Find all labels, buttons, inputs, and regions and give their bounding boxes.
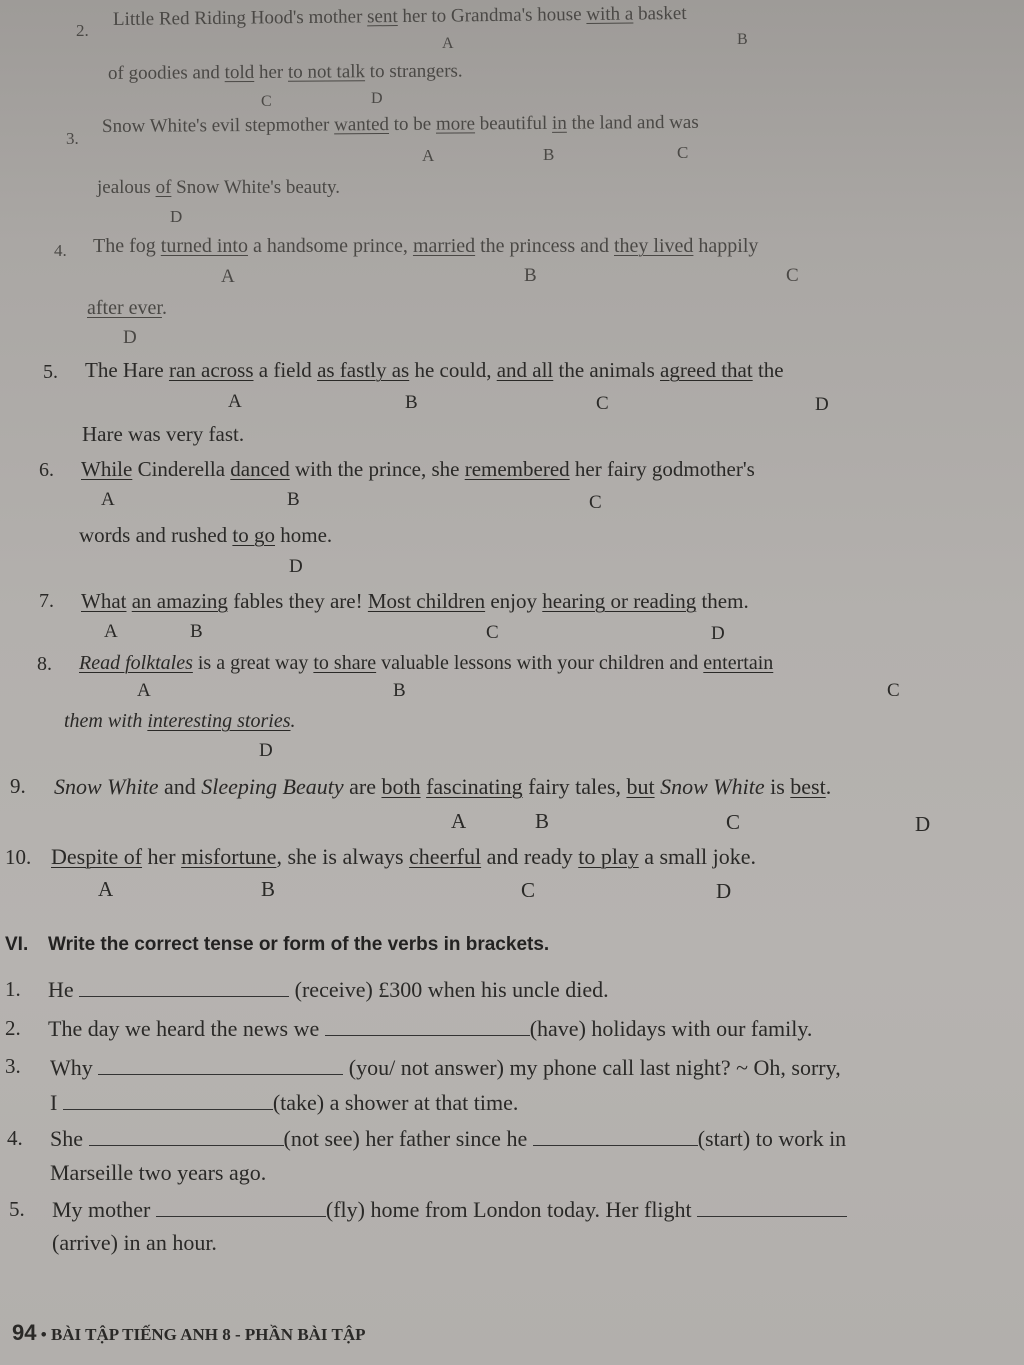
question-text: While Cinderella danced with the prince, she remembered her fairy godmother's bbox=[81, 457, 755, 481]
question-text: Little Red Riding Hood's mother sent her to Grandma's house with a basket bbox=[112, 2, 687, 30]
question-text: Snow White and Sleeping Beauty are both fascinating fairy tales, but Snow White is best. bbox=[54, 774, 832, 799]
option-c-label: C bbox=[596, 393, 609, 414]
option-d-phrase: best bbox=[790, 774, 826, 799]
answer-blank[interactable] bbox=[325, 1017, 530, 1036]
option-c-phrase: but bbox=[626, 774, 655, 799]
option-c-phrase: and all bbox=[496, 358, 554, 382]
option-d-label: D bbox=[123, 327, 137, 348]
option-b-phrase: as fastly as bbox=[317, 358, 410, 382]
question-text: The fog turned into a handsome prince, married the princess and they lived happily bbox=[93, 235, 759, 257]
option-b-phrase: more bbox=[435, 113, 476, 135]
option-b-label: B bbox=[737, 31, 748, 48]
question-text: What an amazing fables they are! Most children enjoy hearing or reading them. bbox=[81, 589, 749, 613]
question-text-cont: them with interesting stories. bbox=[64, 710, 296, 732]
option-c-label: C bbox=[786, 265, 799, 286]
book-title: BÀI TẬP TIẾNG ANH 8 - PHẦN BÀI TẬP bbox=[50, 1325, 366, 1344]
option-c-label: C bbox=[589, 492, 602, 513]
option-a-label: A bbox=[104, 621, 118, 642]
option-a-phrase: turned into bbox=[160, 235, 248, 257]
exercise-number: 3. bbox=[5, 1054, 21, 1078]
option-a-phrase: ran across bbox=[168, 358, 254, 382]
option-b-label: B bbox=[543, 145, 555, 164]
option-b-label: B bbox=[524, 265, 537, 286]
option-c-label: C bbox=[261, 93, 272, 110]
question-text-cont: jealous of Snow White's beauty. bbox=[97, 177, 341, 198]
option-d-label: D bbox=[371, 90, 383, 107]
option-c-phrase: cheerful bbox=[409, 844, 482, 869]
option-a-phrase: Despite of bbox=[51, 844, 143, 869]
option-c-phrase: in bbox=[551, 112, 567, 134]
answer-blank[interactable] bbox=[98, 1056, 343, 1075]
exercise-text: He (receive) £300 when his uncle died. bbox=[48, 977, 609, 1002]
question-number: 2. bbox=[76, 21, 89, 40]
exercise-text: The day we heard the news we (have) holidays with our family. bbox=[48, 1016, 813, 1041]
option-c-phrase: they lived bbox=[613, 235, 694, 257]
option-a-label: A bbox=[442, 35, 454, 52]
option-a-phrase: What bbox=[81, 589, 127, 613]
answer-blank[interactable] bbox=[63, 1091, 273, 1110]
option-b-phrase: married bbox=[412, 235, 476, 257]
option-c-label: C bbox=[887, 680, 900, 701]
question-text-cont: after ever. bbox=[87, 297, 167, 319]
answer-blank[interactable] bbox=[89, 1127, 284, 1146]
option-c-label: C bbox=[486, 622, 499, 643]
question-text-cont: words and rushed to go home. bbox=[79, 523, 333, 547]
option-d-phrase: of bbox=[155, 177, 172, 198]
option-d-label: D bbox=[170, 207, 183, 226]
question-number: 9. bbox=[10, 774, 26, 798]
exercise-text-cont: (arrive) in an hour. bbox=[52, 1230, 217, 1255]
question-text: The Hare ran across a field as fastly as he could, and all the animals agreed that the bbox=[85, 358, 784, 382]
option-c-label: C bbox=[726, 810, 741, 834]
question-text-cont: Hare was very fast. bbox=[82, 422, 245, 446]
option-a-label: A bbox=[101, 489, 115, 510]
option-d-label: D bbox=[815, 394, 829, 415]
option-b-phrase: to share bbox=[313, 652, 377, 674]
option-a-phrase: sent bbox=[366, 6, 398, 28]
option-d-label: D bbox=[711, 623, 725, 644]
option-d-phrase: to go bbox=[232, 523, 275, 547]
section-number: VI. bbox=[5, 934, 29, 955]
page-number: 94 bbox=[12, 1320, 37, 1345]
option-b-phrase: danced bbox=[230, 457, 290, 481]
page-footer bbox=[12, 1320, 366, 1346]
option-a-label: A bbox=[98, 877, 114, 901]
answer-blank[interactable] bbox=[79, 978, 289, 997]
option-a-label: A bbox=[422, 146, 435, 165]
exercise-number: 5. bbox=[9, 1197, 25, 1221]
question-number: 4. bbox=[54, 241, 67, 260]
question-text: Despite of her misfortune, she is always cheerful and ready to play a small joke. bbox=[51, 844, 757, 869]
option-d-label: D bbox=[289, 556, 303, 577]
question-number: 8. bbox=[37, 653, 52, 675]
question-text: Snow White's evil stepmother wanted to be more beautiful in the land and was bbox=[101, 111, 699, 137]
option-c-label: C bbox=[677, 143, 689, 162]
question-number: 3. bbox=[66, 129, 79, 148]
option-b-phrase: an amazing bbox=[131, 589, 228, 613]
section-title: Write the correct tense or form of the verbs in brackets. bbox=[48, 934, 550, 955]
option-b-label: B bbox=[261, 877, 276, 901]
option-b-label: B bbox=[405, 392, 418, 413]
option-d-phrase: agreed that bbox=[660, 358, 753, 382]
option-d-phrase: after ever bbox=[87, 297, 162, 319]
exercise-number: 2. bbox=[5, 1016, 21, 1040]
question-text: Read folktales is a great way to share valuable lessons with your children and entertain bbox=[79, 652, 774, 674]
exercise-text: My mother (fly) home from London today. Her flight bbox=[52, 1198, 847, 1221]
footer-bullet: • bbox=[40, 1325, 47, 1344]
option-a-label: A bbox=[451, 809, 467, 833]
option-c-phrase: remembered bbox=[464, 457, 570, 481]
question-number: 10. bbox=[5, 845, 32, 869]
option-c-label: C bbox=[521, 878, 536, 902]
option-d-label: D bbox=[259, 740, 273, 761]
option-b-label: B bbox=[287, 489, 300, 510]
exercise-text-cont: Marseille two years ago. bbox=[50, 1160, 267, 1185]
option-d-phrase: interesting stories bbox=[147, 710, 291, 732]
option-b-label: B bbox=[190, 621, 203, 642]
question-text-cont: of goodies and told her to not talk to strangers. bbox=[107, 60, 463, 84]
option-d-phrase: hearing or reading bbox=[542, 589, 697, 613]
option-c-phrase: Most children bbox=[367, 589, 486, 613]
exercise-text: Why (you/ not answer) my phone call last night? ~ Oh, sorry, bbox=[50, 1055, 841, 1080]
option-c-phrase: entertain bbox=[703, 652, 774, 674]
option-d-phrase: to not talk bbox=[287, 61, 366, 83]
option-a-label: A bbox=[137, 680, 151, 701]
option-b-phrase: fascinating bbox=[426, 774, 523, 799]
exercise-text: She (not see) her father since he (start) to work in bbox=[50, 1126, 847, 1151]
option-a-label: A bbox=[221, 266, 235, 287]
option-b-label: B bbox=[393, 680, 406, 701]
question-number: 5. bbox=[43, 361, 58, 383]
option-a-phrase: both bbox=[381, 774, 421, 799]
answer-blank[interactable] bbox=[533, 1127, 698, 1146]
option-b-label: B bbox=[535, 809, 550, 833]
option-b-phrase: with a bbox=[586, 3, 634, 26]
option-a-phrase: Read folktales bbox=[79, 652, 193, 674]
option-d-label: D bbox=[915, 812, 931, 836]
answer-blank[interactable] bbox=[156, 1198, 326, 1217]
option-d-phrase: to play bbox=[578, 844, 639, 869]
option-a-phrase: While bbox=[81, 457, 133, 481]
option-b-phrase: misfortune bbox=[181, 844, 277, 869]
option-d-label: D bbox=[716, 879, 732, 903]
question-number: 6. bbox=[39, 459, 54, 481]
exercise-text-cont: I (take) a shower at that time. bbox=[50, 1090, 519, 1115]
exercise-number: 1. bbox=[5, 977, 21, 1001]
option-a-label: A bbox=[228, 391, 242, 412]
option-a-phrase: wanted bbox=[334, 113, 390, 136]
option-c-phrase: told bbox=[224, 61, 255, 84]
question-number: 7. bbox=[39, 590, 54, 612]
answer-blank[interactable] bbox=[697, 1198, 847, 1217]
exercise-number: 4. bbox=[7, 1126, 23, 1150]
